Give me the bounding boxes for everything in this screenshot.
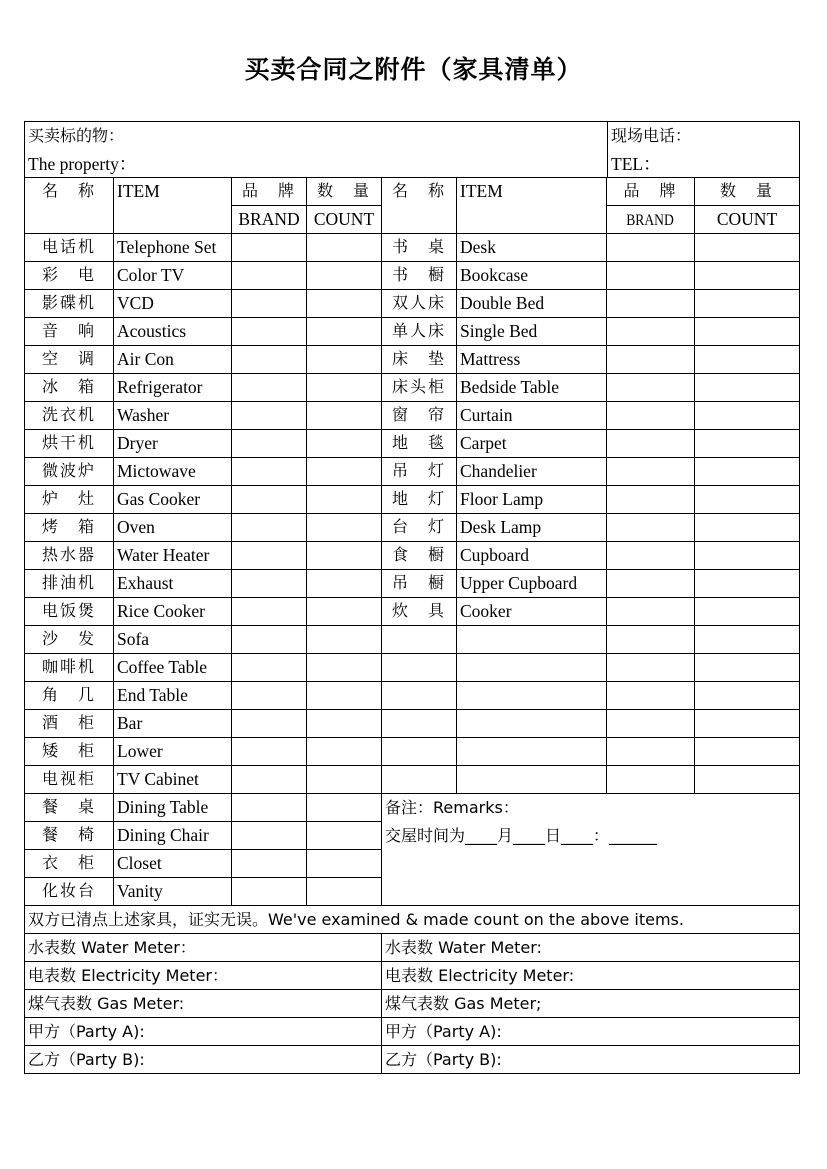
item-name-en — [457, 682, 607, 710]
brand-input[interactable] — [232, 598, 307, 626]
item-name-cn: 书 桌 — [382, 234, 457, 262]
item-name-en: Acoustics — [114, 318, 232, 346]
item-row — [25, 626, 800, 654]
item-name-en: Dryer — [114, 430, 232, 458]
item-name-cn: 排油机 — [25, 570, 114, 598]
brand-input[interactable] — [607, 402, 695, 430]
item-name-cn: 炉 灶 — [25, 486, 114, 514]
header-count-right-cn: 数 量 — [695, 178, 800, 206]
property-cell — [25, 122, 608, 178]
meter-left — [25, 934, 382, 962]
count-input[interactable] — [307, 794, 382, 822]
item-name-cn: 地 毯 — [382, 430, 457, 458]
meter-right — [382, 962, 800, 990]
meter-rows — [25, 934, 800, 1074]
item-name-cn: 床头柜 — [382, 374, 457, 402]
count-input[interactable] — [695, 654, 800, 682]
count-input[interactable] — [695, 262, 800, 290]
count-input[interactable] — [695, 318, 800, 346]
item-name-en: Rice Cooker — [114, 598, 232, 626]
count-input[interactable] — [695, 430, 800, 458]
header-item-right: ITEM — [457, 178, 607, 234]
header-name-right: 名 称 — [382, 178, 457, 234]
brand-input[interactable] — [232, 402, 307, 430]
item-name-cn: 吊 橱 — [382, 570, 457, 598]
count-input[interactable] — [307, 262, 382, 290]
count-input[interactable] — [307, 486, 382, 514]
count-input[interactable] — [695, 514, 800, 542]
item-name-cn — [382, 654, 457, 682]
count-input[interactable] — [695, 346, 800, 374]
item-name-en: Desk — [457, 234, 607, 262]
meter-right — [382, 934, 800, 962]
item-name-cn: 洗衣机 — [25, 402, 114, 430]
item-name-en: Lower — [114, 738, 232, 766]
item-name-cn: 餐 椅 — [25, 822, 114, 850]
item-row — [25, 262, 800, 290]
item-name-en: Cupboard — [457, 542, 607, 570]
brand-input[interactable] — [232, 878, 307, 906]
tel-label-en: TEL： — [611, 154, 661, 174]
item-name-cn — [382, 710, 457, 738]
item-name-en: Carpet — [457, 430, 607, 458]
item-name-en: Oven — [114, 514, 232, 542]
item-name-en: Curtain — [457, 402, 607, 430]
item-name-en — [457, 654, 607, 682]
item-name-en: Mictowave — [114, 458, 232, 486]
brand-input[interactable] — [232, 346, 307, 374]
brand-input[interactable] — [607, 766, 695, 794]
count-input[interactable] — [307, 542, 382, 570]
meter-right-text: 水表数 Water Meter: — [385, 938, 542, 957]
meter-left-text: 电表数 Electricity Meter： — [28, 966, 228, 985]
item-row — [25, 402, 800, 430]
meter-row — [25, 962, 800, 990]
brand-input[interactable] — [232, 654, 307, 682]
item-name-cn: 电视柜 — [25, 766, 114, 794]
tel-label-cn: 现场电话： — [611, 126, 692, 145]
brand-input[interactable] — [607, 542, 695, 570]
item-name-cn: 影碟机 — [25, 290, 114, 318]
item-row — [25, 374, 800, 402]
item-name-cn: 角 几 — [25, 682, 114, 710]
brand-input[interactable] — [232, 234, 307, 262]
item-row — [25, 654, 800, 682]
count-input[interactable] — [695, 626, 800, 654]
meter-right-text: 煤气表数 Gas Meter; — [385, 994, 542, 1013]
item-name-en: Washer — [114, 402, 232, 430]
count-input[interactable] — [307, 710, 382, 738]
item-row — [25, 486, 800, 514]
meter-right-text: 甲方（Party A): — [385, 1022, 502, 1041]
brand-input[interactable] — [607, 654, 695, 682]
count-input[interactable] — [307, 570, 382, 598]
brand-input[interactable] — [232, 486, 307, 514]
item-row — [25, 542, 800, 570]
item-row — [25, 430, 800, 458]
property-label-cn: 买卖标的物： — [28, 126, 125, 145]
item-name-en: Refrigerator — [114, 374, 232, 402]
count-input[interactable] — [307, 402, 382, 430]
brand-input[interactable] — [607, 290, 695, 318]
item-row — [25, 570, 800, 598]
count-input[interactable] — [695, 234, 800, 262]
count-input[interactable] — [307, 766, 382, 794]
meter-right — [382, 990, 800, 1018]
item-name-en: Chandelier — [457, 458, 607, 486]
item-name-en: Coffee Table — [114, 654, 232, 682]
item-row — [25, 598, 800, 626]
brand-input[interactable] — [607, 458, 695, 486]
item-name-cn: 床 垫 — [382, 346, 457, 374]
item-row — [25, 514, 800, 542]
item-name-en: Single Bed — [457, 318, 607, 346]
count-input[interactable] — [695, 290, 800, 318]
remarks-box — [382, 794, 800, 906]
item-name-cn: 单人床 — [382, 318, 457, 346]
count-input[interactable] — [307, 850, 382, 878]
item-row — [25, 710, 800, 738]
brand-input[interactable] — [232, 570, 307, 598]
item-name-cn: 电饭煲 — [25, 598, 114, 626]
brand-input[interactable] — [232, 822, 307, 850]
item-name-cn: 矮 柜 — [25, 738, 114, 766]
count-input[interactable] — [695, 486, 800, 514]
header-count-right — [695, 178, 800, 234]
brand-input[interactable] — [232, 290, 307, 318]
item-name-en: Floor Lamp — [457, 486, 607, 514]
count-input[interactable] — [307, 654, 382, 682]
count-input[interactable] — [695, 682, 800, 710]
header-brand-right — [607, 178, 695, 234]
meter-left-text: 水表数 Water Meter： — [28, 938, 196, 957]
item-name-en: Cooker — [457, 598, 607, 626]
count-input[interactable] — [695, 710, 800, 738]
count-input[interactable] — [307, 514, 382, 542]
item-name-cn: 化妆台 — [25, 878, 114, 906]
brand-input[interactable] — [607, 514, 695, 542]
remarks-label: 备注：Remarks： — [385, 798, 519, 817]
item-name-en — [457, 766, 607, 794]
item-row — [25, 682, 800, 710]
item-name-en: Desk Lamp — [457, 514, 607, 542]
item-name-cn — [382, 766, 457, 794]
brand-input[interactable] — [607, 626, 695, 654]
header-count-right-en: COUNT — [695, 206, 800, 234]
item-name-cn: 酒 柜 — [25, 710, 114, 738]
item-row — [25, 766, 800, 794]
brand-input[interactable] — [607, 430, 695, 458]
item-name-en: Exhaust — [114, 570, 232, 598]
item-name-en: Bedside Table — [457, 374, 607, 402]
item-name-cn: 电话机 — [25, 234, 114, 262]
item-name-en — [457, 626, 607, 654]
brand-input[interactable] — [232, 850, 307, 878]
meter-row — [25, 990, 800, 1018]
brand-input[interactable] — [232, 318, 307, 346]
meter-right — [382, 1046, 800, 1074]
meter-right-text: 乙方（Party B): — [385, 1050, 502, 1069]
property-row — [25, 122, 800, 178]
confirm-text — [25, 906, 800, 934]
brand-input[interactable] — [232, 682, 307, 710]
item-row — [25, 290, 800, 318]
item-name-cn — [382, 738, 457, 766]
item-name-cn: 食 橱 — [382, 542, 457, 570]
header-item-left: ITEM — [114, 178, 232, 234]
item-name-en: Color TV — [114, 262, 232, 290]
count-input[interactable] — [307, 318, 382, 346]
header-brand-right-en — [607, 206, 695, 234]
item-row — [25, 738, 800, 766]
count-input[interactable] — [307, 738, 382, 766]
item-name-en: Air Con — [114, 346, 232, 374]
brand-input[interactable] — [232, 514, 307, 542]
item-row — [25, 458, 800, 486]
item-name-en — [457, 738, 607, 766]
item-name-cn: 衣 柜 — [25, 850, 114, 878]
brand-input[interactable] — [232, 738, 307, 766]
count-input[interactable] — [307, 346, 382, 374]
header-brand-left — [232, 178, 307, 234]
count-input[interactable] — [307, 374, 382, 402]
brand-input[interactable] — [232, 794, 307, 822]
header-brand-left-cn: 品 牌 — [232, 178, 307, 206]
item-name-en: Upper Cupboard — [457, 570, 607, 598]
brand-input[interactable] — [607, 346, 695, 374]
meter-left — [25, 962, 382, 990]
property-label-en: The property： — [28, 154, 137, 174]
item-name-en: VCD — [114, 290, 232, 318]
brand-input[interactable] — [232, 710, 307, 738]
column-header-row — [25, 178, 800, 234]
count-input[interactable] — [695, 738, 800, 766]
item-name-cn: 彩 电 — [25, 262, 114, 290]
item-name-cn — [382, 626, 457, 654]
meter-left-text: 乙方（Party B): — [28, 1050, 145, 1069]
brand-input[interactable] — [232, 430, 307, 458]
item-name-cn: 双人床 — [382, 290, 457, 318]
meter-right — [382, 1018, 800, 1046]
count-input[interactable] — [695, 402, 800, 430]
page-title: 买卖合同之附件（家具清单） — [244, 55, 583, 84]
item-name-en: Telephone Set — [114, 234, 232, 262]
item-name-cn: 微波炉 — [25, 458, 114, 486]
brand-input[interactable] — [607, 262, 695, 290]
count-input[interactable] — [307, 822, 382, 850]
meter-left — [25, 1046, 382, 1074]
item-name-cn: 空 调 — [25, 346, 114, 374]
header-count-left — [307, 178, 382, 234]
item-name-cn: 地 灯 — [382, 486, 457, 514]
item-row — [25, 346, 800, 374]
brand-input[interactable] — [232, 458, 307, 486]
item-name-en: Double Bed — [457, 290, 607, 318]
item-name-en: Dining Chair — [114, 822, 232, 850]
item-name-cn: 窗 帘 — [382, 402, 457, 430]
count-input[interactable] — [695, 570, 800, 598]
item-name-en — [457, 710, 607, 738]
meter-row — [25, 934, 800, 962]
item-name-en: Vanity — [114, 878, 232, 906]
brand-input[interactable] — [232, 542, 307, 570]
item-name-en: Closet — [114, 850, 232, 878]
meter-row — [25, 1046, 800, 1074]
brand-input[interactable] — [607, 374, 695, 402]
furniture-list-table — [24, 121, 800, 1074]
meter-left — [25, 990, 382, 1018]
count-input[interactable] — [307, 598, 382, 626]
brand-input[interactable] — [607, 318, 695, 346]
count-input[interactable] — [307, 458, 382, 486]
count-input[interactable] — [695, 374, 800, 402]
item-row — [25, 234, 800, 262]
brand-input[interactable] — [232, 766, 307, 794]
brand-input[interactable] — [607, 598, 695, 626]
brand-input[interactable] — [607, 738, 695, 766]
item-name-cn: 烘干机 — [25, 430, 114, 458]
count-input[interactable] — [307, 290, 382, 318]
item-name-cn: 音 响 — [25, 318, 114, 346]
header-brand-right-en-text: BRAND — [626, 212, 675, 229]
brand-input[interactable] — [607, 486, 695, 514]
item-name-en: Gas Cooker — [114, 486, 232, 514]
header-count-left-cn: 数 量 — [307, 178, 382, 206]
brand-input[interactable] — [607, 570, 695, 598]
item-name-en: Sofa — [114, 626, 232, 654]
item-name-cn: 冰 箱 — [25, 374, 114, 402]
confirm-row — [25, 906, 800, 934]
item-rows — [25, 234, 800, 906]
brand-input[interactable] — [607, 682, 695, 710]
handover-time: 交屋时间为____月____日____：______ — [385, 826, 658, 845]
item-name-cn: 沙 发 — [25, 626, 114, 654]
item-name-cn: 吊 灯 — [382, 458, 457, 486]
item-name-en: Bookcase — [457, 262, 607, 290]
count-input[interactable] — [307, 682, 382, 710]
item-name-en: End Table — [114, 682, 232, 710]
item-name-cn: 咖啡机 — [25, 654, 114, 682]
item-name-cn: 烤 箱 — [25, 514, 114, 542]
header-name-left: 名 称 — [25, 178, 114, 234]
item-name-cn: 热水器 — [25, 542, 114, 570]
item-name-en: Mattress — [457, 346, 607, 374]
item-name-cn: 书 橱 — [382, 262, 457, 290]
count-input[interactable] — [307, 626, 382, 654]
count-input[interactable] — [307, 430, 382, 458]
brand-input[interactable] — [232, 262, 307, 290]
item-name-cn: 餐 桌 — [25, 794, 114, 822]
item-name-cn: 台 灯 — [382, 514, 457, 542]
item-name-cn: 炊 具 — [382, 598, 457, 626]
item-name-en: Dining Table — [114, 794, 232, 822]
count-input[interactable] — [307, 878, 382, 906]
meter-row — [25, 1018, 800, 1046]
item-name-en: TV Cabinet — [114, 766, 232, 794]
meter-left-text: 甲方（Party A): — [28, 1022, 145, 1041]
count-input[interactable] — [307, 234, 382, 262]
count-input[interactable] — [695, 766, 800, 794]
confirm-text-content: 双方已清点上述家具，证实无误。We've examined & made count on the above items. — [28, 910, 684, 929]
brand-input[interactable] — [232, 626, 307, 654]
count-input[interactable] — [695, 542, 800, 570]
meter-right-text: 电表数 Electricity Meter: — [385, 966, 575, 985]
count-input[interactable] — [695, 458, 800, 486]
count-input[interactable] — [695, 598, 800, 626]
item-name-en: Water Heater — [114, 542, 232, 570]
brand-input[interactable] — [607, 234, 695, 262]
header-count-left-en: COUNT — [307, 206, 382, 234]
meter-left-text: 煤气表数 Gas Meter: — [28, 994, 185, 1013]
item-row — [25, 318, 800, 346]
item-name-en: Bar — [114, 710, 232, 738]
tel-cell — [608, 122, 800, 178]
header-brand-right-cn: 品 牌 — [607, 178, 695, 206]
meter-left — [25, 1018, 382, 1046]
brand-input[interactable] — [607, 710, 695, 738]
brand-input[interactable] — [232, 374, 307, 402]
item-name-cn — [382, 682, 457, 710]
header-brand-left-en: BRAND — [232, 206, 307, 234]
